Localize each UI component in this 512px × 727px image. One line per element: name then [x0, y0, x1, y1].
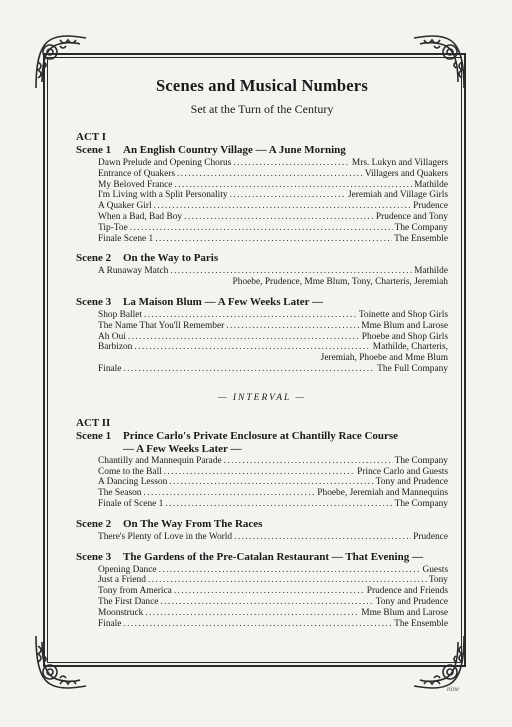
scene-heading	[76, 252, 448, 265]
song-title: Dawn Prelude and Opening Chorus	[98, 158, 232, 168]
list-item	[98, 234, 448, 245]
song-title: Finale of Scene 1	[98, 498, 164, 509]
performers: Tony	[428, 575, 448, 586]
song-title: Moonstruck	[98, 607, 144, 618]
performers: Guests	[422, 564, 448, 575]
song-title: My Beloved France	[98, 179, 173, 190]
performers: Prince Carlo and Guests	[357, 466, 448, 477]
scene-title: Prince Carlo's Private Enclosure at Chantilly Race Course	[123, 429, 399, 442]
song-title: Just a Friend	[98, 575, 146, 586]
scene-title: La Maison Blum — A Few Weeks Later —	[123, 295, 324, 308]
list-item	[98, 456, 448, 467]
song-title: Barbizon	[98, 342, 133, 353]
song-title: The First Dance	[98, 596, 159, 607]
scene-title: On the Way to Paris	[123, 252, 219, 265]
performers-continued: Jeremiah, Phoebe and Mme Blum	[320, 353, 448, 364]
list-item	[98, 488, 448, 499]
scene-heading	[76, 551, 448, 564]
performers: Phoebe and Shop Girls	[361, 331, 448, 342]
scene-heading	[76, 518, 448, 531]
performers: Prudence	[413, 531, 448, 542]
scene-number: Scene 2	[76, 252, 112, 265]
song-title: Chantilly and Mannequin Parade	[98, 455, 222, 466]
song-title: When a Bad, Bad Boy	[98, 211, 183, 222]
performers: The Ensemble	[394, 618, 448, 629]
corner-ornament-icon	[30, 630, 92, 692]
scene-number: Scene 1	[76, 429, 112, 442]
song-title: Finale Scene 1	[98, 233, 154, 244]
scene-heading	[76, 144, 448, 157]
list-item	[98, 364, 448, 375]
list-item	[98, 169, 448, 180]
song-title: A Runaway Match	[98, 266, 169, 277]
scene-heading	[76, 296, 448, 309]
list-item	[98, 575, 448, 586]
performers: Toinette and Shop Girls	[358, 309, 448, 320]
song-title: Tony from America	[98, 586, 172, 597]
scene-title-continued: — A Few Weeks Later —	[123, 442, 242, 455]
list-item	[98, 201, 448, 212]
list-item	[98, 321, 448, 332]
song-title: The Name That You'll Remember	[98, 320, 225, 331]
number-list	[76, 158, 448, 244]
performers: Mathilde	[414, 266, 448, 277]
list-item	[98, 608, 448, 619]
performers: Prudence and Friends	[366, 586, 448, 597]
song-title: Opening Dance	[98, 564, 157, 575]
performers: Prudence	[413, 201, 448, 212]
interval-marker: — INTERVAL —	[218, 392, 306, 403]
performers: Tony and Prudence	[375, 477, 448, 488]
performers: The Company	[394, 222, 448, 233]
list-item	[98, 180, 448, 191]
performers: Prudence and Tony	[375, 211, 448, 222]
page-title: Scenes and Musical Numbers	[156, 76, 368, 95]
song-title: I'm Living with a Split Personality	[98, 190, 228, 201]
list-item	[98, 310, 448, 321]
song-title: A Dancing Lesson	[98, 477, 168, 488]
list-item	[98, 212, 448, 223]
page-subtitle: Set at the Turn of the Century	[190, 102, 334, 116]
list-item	[98, 532, 448, 543]
list-item	[98, 477, 448, 488]
program-content	[76, 74, 448, 629]
performers: Tony and Prudence	[375, 596, 448, 607]
list-item	[98, 266, 448, 277]
act-heading: ACT II	[76, 416, 111, 429]
song-title: Ah Oui	[98, 331, 126, 342]
performers: Phoebe, Jeremiah and Mannequins	[317, 488, 448, 499]
song-title: Shop Ballet	[98, 309, 143, 320]
song-title: Come to the Ball	[98, 466, 162, 477]
number-list	[76, 266, 448, 288]
song-title: Finale	[98, 618, 122, 629]
scene-number: Scene 3	[76, 295, 112, 308]
song-title: Finale	[98, 363, 122, 374]
corner-ornament-icon	[408, 630, 470, 692]
performers: The Company	[394, 455, 448, 466]
number-list	[76, 565, 448, 630]
performers: The Company	[394, 498, 448, 509]
performers: Mathilde	[414, 179, 448, 190]
performers: Villagers and Quakers	[364, 168, 448, 179]
number-list	[76, 532, 448, 543]
song-title: A Quaker Girl	[98, 201, 152, 212]
list-item	[98, 499, 448, 510]
act-heading: ACT I	[76, 131, 107, 143]
performers: Jeremiah and Village Girls	[347, 190, 448, 201]
performers: Mrs. Lukyn and Villagers	[351, 158, 448, 168]
performers: Mme Blum and Larose	[361, 607, 448, 618]
song-title: The Season	[98, 488, 142, 499]
list-item	[98, 597, 448, 608]
list-item	[98, 342, 448, 353]
scene-title: On The Way From The Races	[123, 517, 263, 530]
scene-heading	[76, 430, 448, 443]
list-item	[98, 332, 448, 343]
performers: The Full Company	[377, 363, 448, 374]
list-item	[98, 223, 448, 234]
list-item	[98, 619, 448, 630]
song-title: Tip-Toe	[98, 222, 128, 233]
song-title: There's Plenty of Love in the World	[98, 531, 233, 542]
scene-title: The Gardens of the Pre-Catalan Restaurant — That Evening —	[123, 550, 423, 563]
page-number: nine	[447, 685, 460, 693]
performers: Mathilde, Charteris,	[372, 342, 448, 353]
list-item	[98, 586, 448, 597]
number-list	[76, 456, 448, 510]
scene-number: Scene 2	[76, 517, 112, 530]
scene-number: Scene 3	[76, 550, 112, 563]
number-list	[76, 310, 448, 375]
list-item	[98, 158, 448, 169]
scene-number: Scene 1	[76, 144, 112, 156]
performers: The Ensemble	[394, 233, 448, 244]
performers: Mme Blum and Larose	[361, 320, 448, 331]
list-item	[98, 565, 448, 576]
list-item	[98, 467, 448, 478]
performers-continued: Phoebe, Prudence, Mme Blum, Tony, Charteris, Jeremiah	[232, 277, 448, 288]
song-title: Entrance of Quakers	[98, 168, 176, 179]
list-item	[98, 190, 448, 201]
scene-title: An English Country Village — A June Morning	[123, 144, 346, 156]
